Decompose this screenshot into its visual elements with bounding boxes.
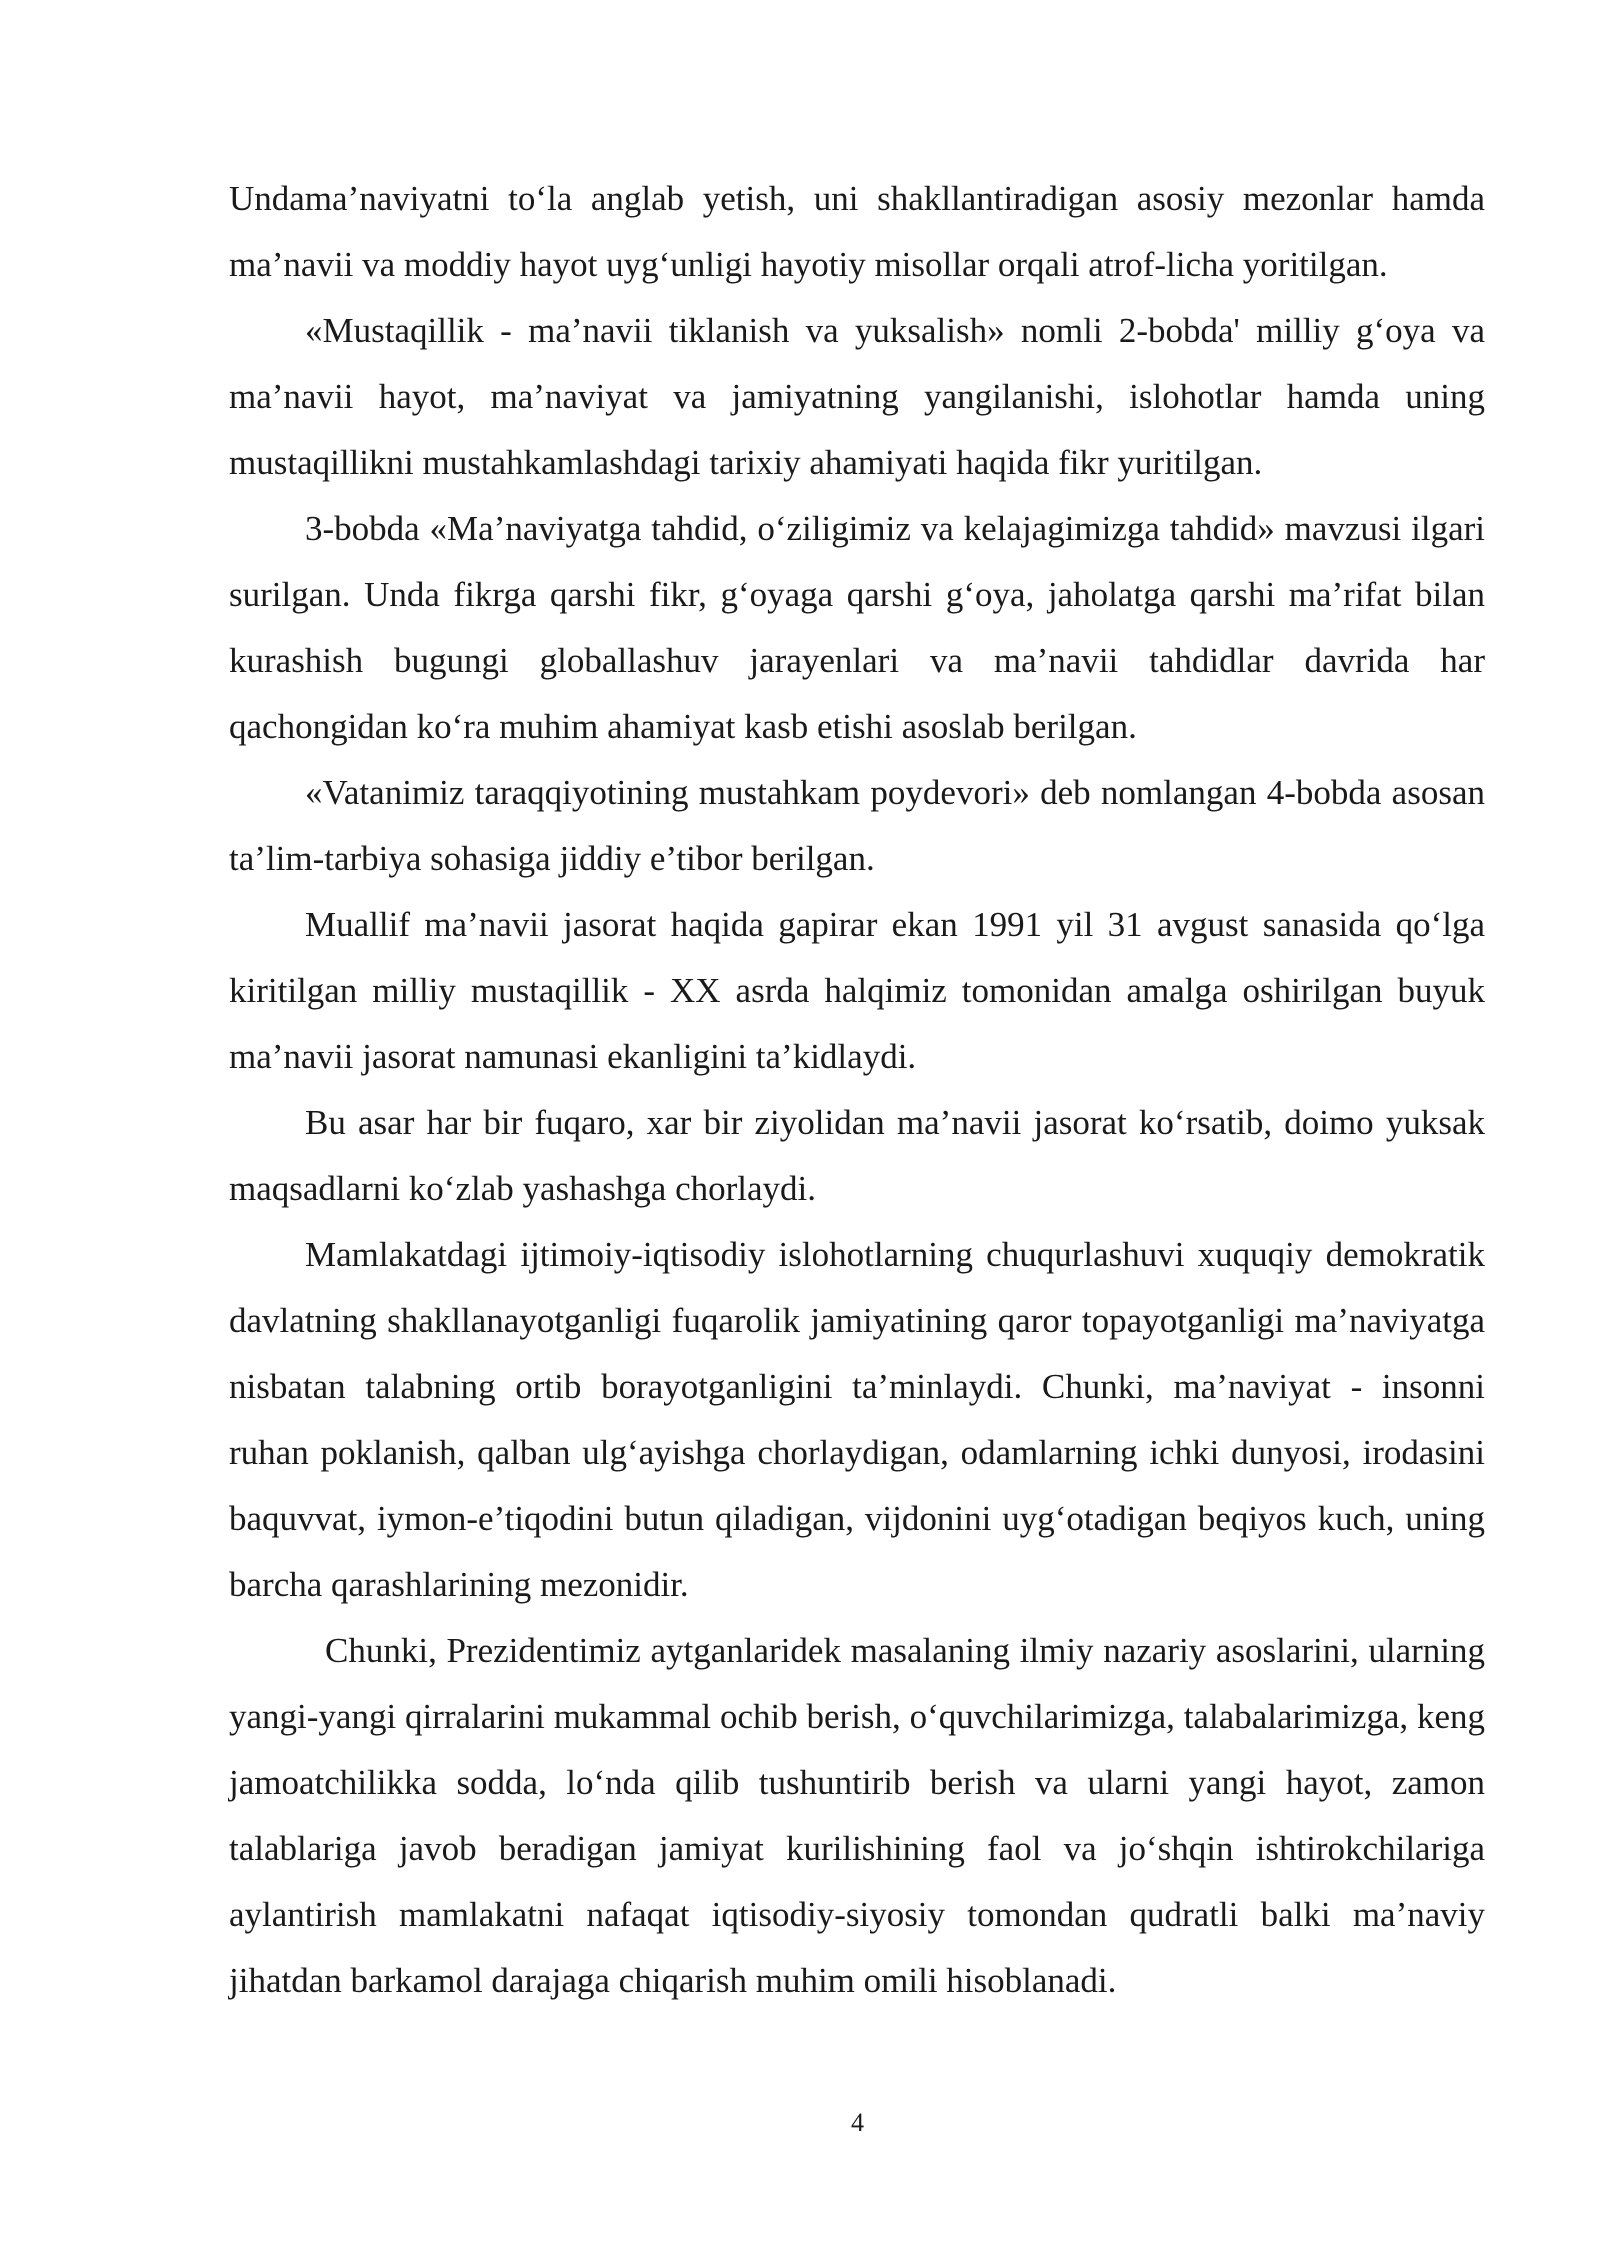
paragraph-8: Chunki, Prezidentimiz aytganlaridek masalaning ilmiy nazariy asoslarini, ularning yangi-yangi qirralarini mukammal ochib berish, o‘quvchilarimizga, talabalarimizga, keng jamoatchilikka sodda, lo‘nda qilib tushuntirib berish va ularni yangi hayot, zamon talablariga javob beradigan jamiyat kurilishining faol va jo‘shqin ishtirokchilariga aylantirish mamlakatni nafaqat iqtisodiy-siyosiy tomondan qudratli balki ma’naviy jihatdan barkamol darajaga chiqarish muhim omili hisoblanadi. [229,1631,1485,2000]
paragraph-5: Muallif ma’navii jasorat haqida gapirar ekan 1991 yil 31 avgust sanasida qo‘lga kiritilgan milliy mustaqillik - XX asrda halqimiz tomonidan amalga oshirilgan buyuk ma’navii jasorat namunasi ekanligini ta’kidlaydi. [229,905,1485,1076]
body-text [229,166,1485,2014]
paragraph-7: Mamlakatdagi ijtimoiy-iqtisodiy islohotlarning chuqurlashuvi xuquqiy demokratik davlatning shakllanayotganligi fuqarolik jamiyatining qaror topayotganligi ma’naviyatga nisbatan talabning ortib borayotganligini ta’minlaydi. Chunki, ma’naviyat - insonni ruhan poklanish, qalban ulg‘ayishga chorlaydigan, odamlarning ichki dunyosi, irodasini baquvvat, iymon-e’tiqodini butun qiladigan, vijdonini uyg‘otadigan beqiyos kuch, uning barcha qarashlarining mezonidir. [229,1235,1485,1604]
paragraph-2: «Mustaqillik - ma’navii tiklanish va yuksalish» nomli 2-bobda' milliy g‘oya va ma’navii hayot, ma’naviyat va jamiyatning yangilanishi, islohotlar hamda uning mustaqillikni mustahkamlashdagi tarixiy ahamiyati haqida fikr yuritilgan. [229,311,1485,482]
paragraph-6: Bu asar har bir fuqaro, xar bir ziyolidan ma’navii jasorat ko‘rsatib, doimo yuksak maqsadlarni ko‘zlab yashashga chorlaydi. [229,1103,1485,1208]
paragraph-3: 3-bobda «Ma’naviyatga tahdid, o‘ziligimiz va kelajagimizga tahdid» mavzusi ilgari surilgan. Unda fikrga qarshi fikr, g‘oyaga qarshi g‘oya, jaholatga qarshi ma’rifat bilan kurashish bugungi globallashuv jarayenlari va ma’navii tahdidlar davrida har qachongidan ko‘ra muhim ahamiyat kasb etishi asoslab berilgan. [229,509,1485,746]
paragraph-4: «Vatanimiz taraqqiyotining mustahkam poydevori» deb nomlangan 4-bobda asosan ta’lim-tarbiya sohasiga jiddiy e’tibor berilgan. [229,773,1485,878]
paragraph-1: Undama’naviyatni to‘la anglab yetish, uni shakllantiradigan asosiy mezonlar hamda ma’navii va moddiy hayot uyg‘unligi hayotiy misollar orqali atrof-licha yoritilgan. [229,179,1485,284]
page-number: 4 [851,2108,864,2137]
